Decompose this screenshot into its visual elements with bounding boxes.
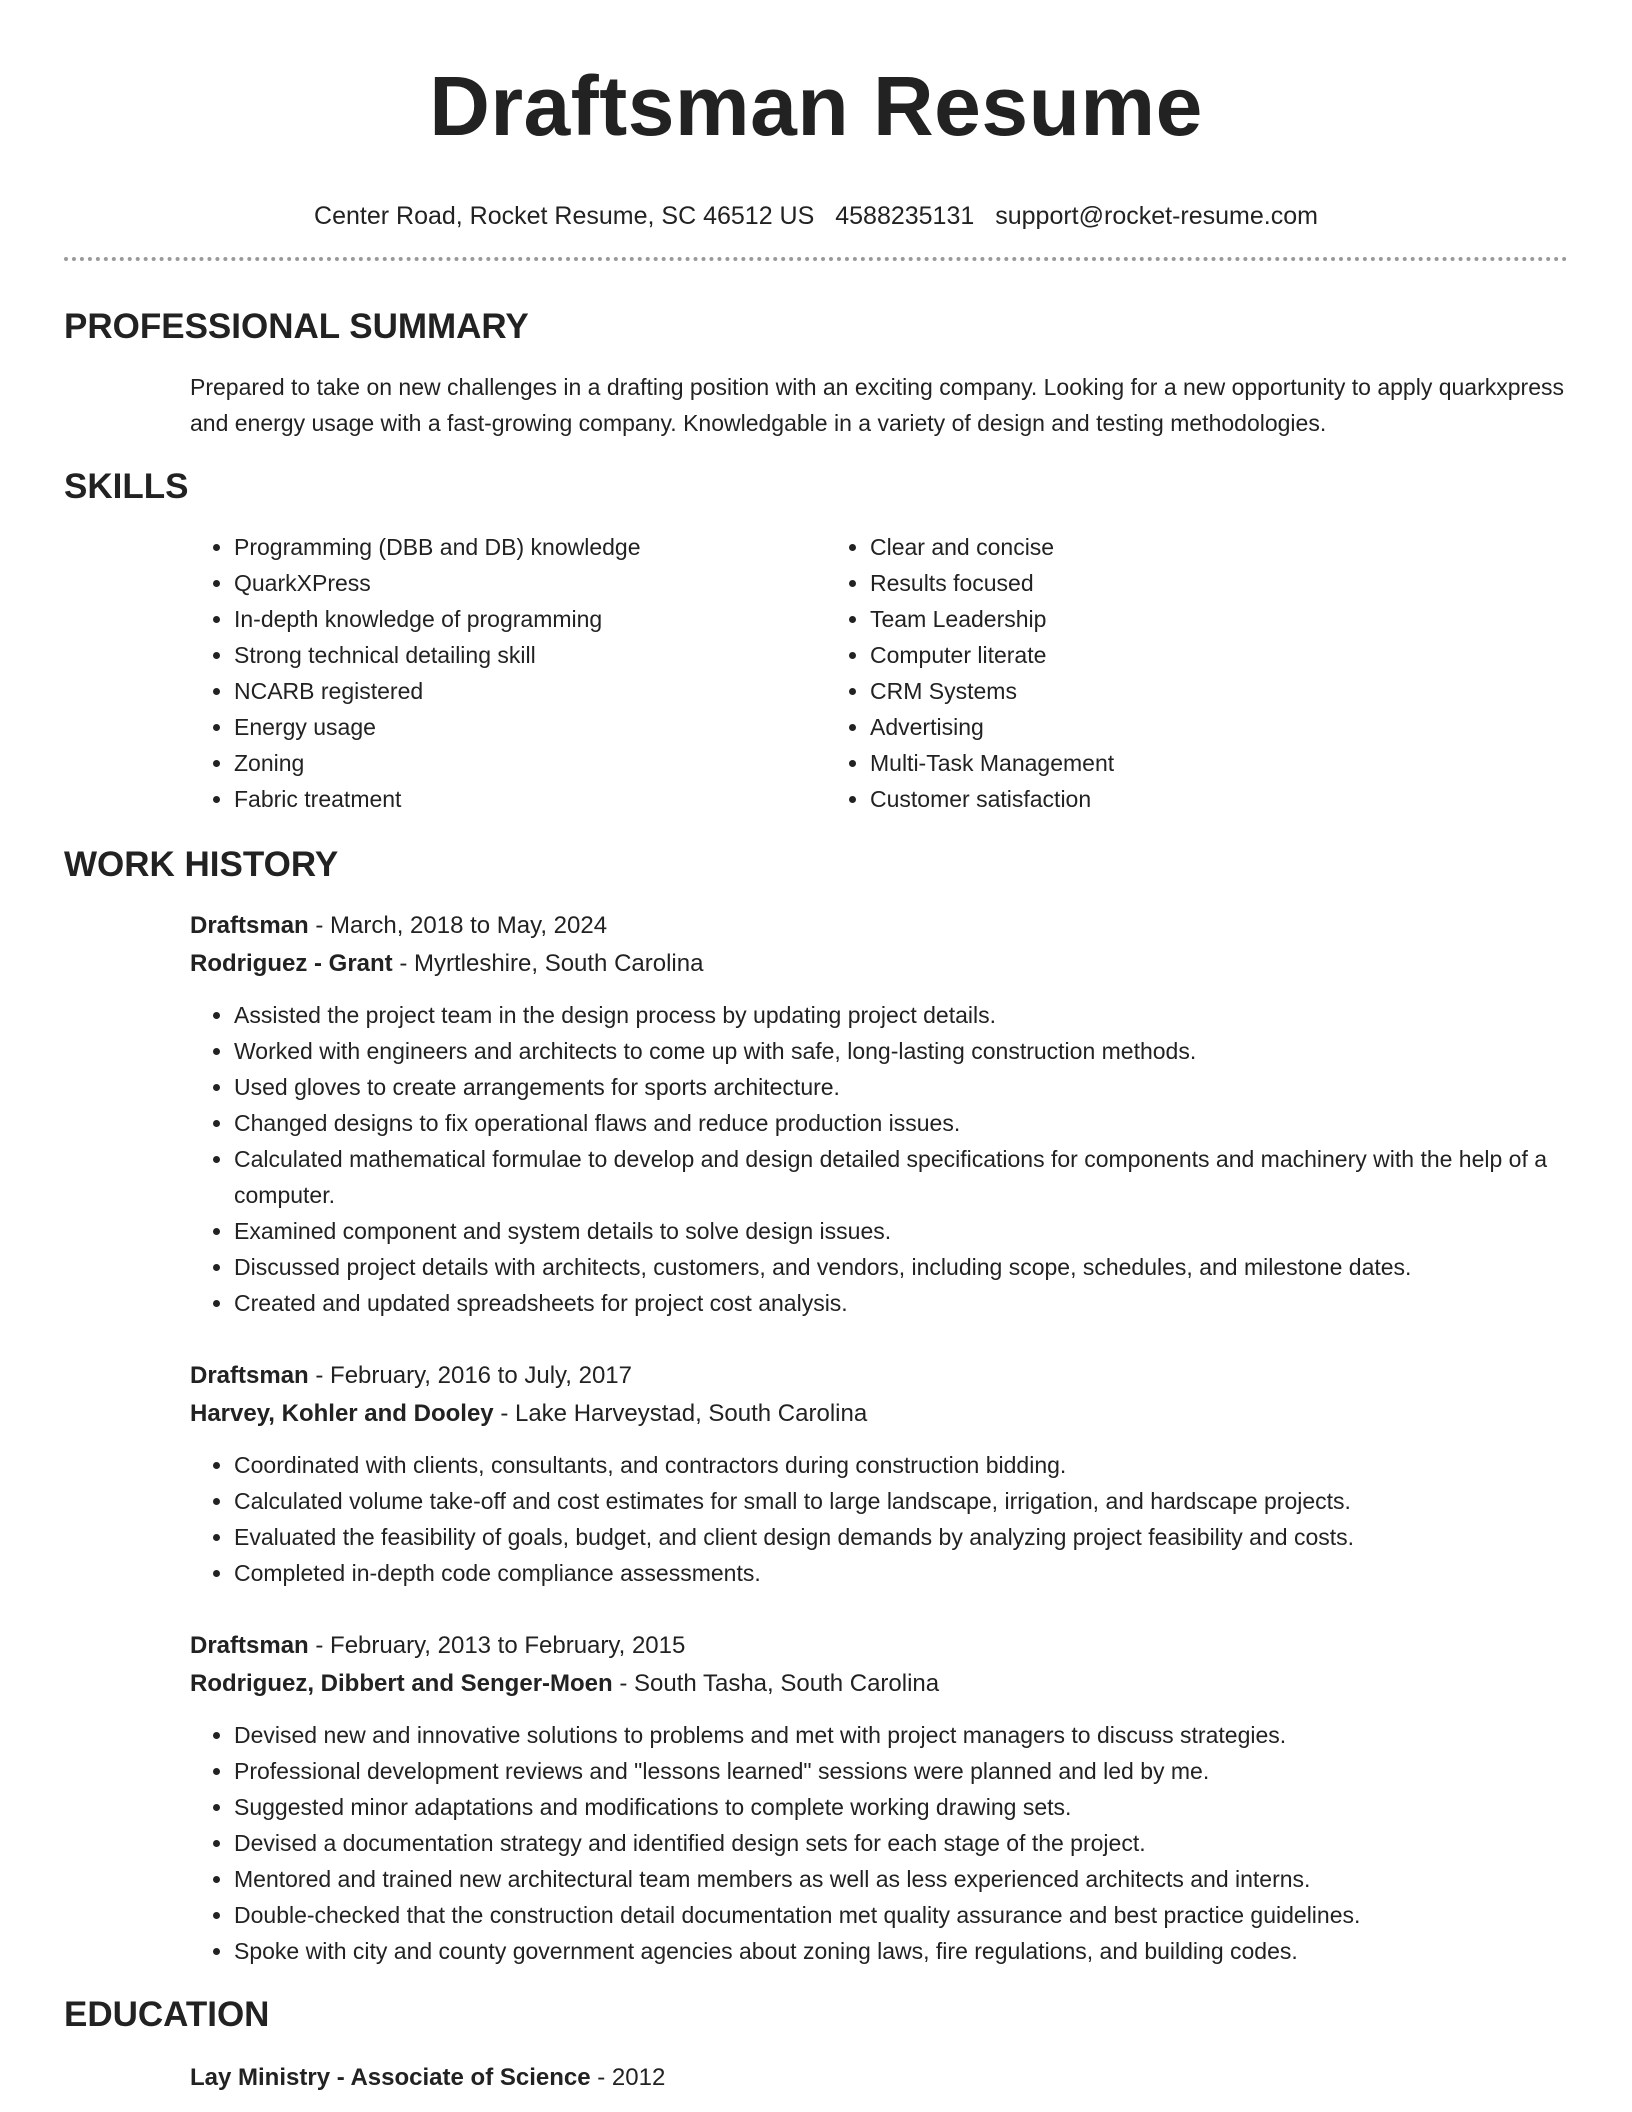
skill-item: • Advertising — [870, 709, 1462, 745]
contact-email[interactable]: support@rocket-resume.com — [995, 202, 1318, 230]
skills-section — [64, 465, 1568, 817]
job-dates: - February, 2013 to February, 2015 — [308, 1632, 686, 1659]
skill-item: • Fabric treatment — [234, 781, 826, 817]
job-bullet: • Assisted the project team in the design process by updating project details. — [234, 997, 1568, 1033]
skills-list-right — [826, 529, 1462, 817]
education-section — [64, 1993, 1568, 2097]
job-title: Draftsman — [190, 1362, 309, 1389]
job-bullet: • Devised a documentation strategy and identified design sets for each stage of the project. — [234, 1825, 1568, 1861]
job-bullet: • Completed in-depth code compliance assessments. — [234, 1555, 1568, 1591]
skill-item: • In-depth knowledge of programming — [234, 601, 826, 637]
skills-columns — [190, 529, 1568, 817]
skill-item: • Energy usage — [234, 709, 826, 745]
job-location: - Myrtleshire, South Carolina — [392, 950, 704, 977]
job-role-line — [190, 907, 1568, 945]
job-bullet: • Discussed project details with architects, customers, and vendors, including scope, schedules, and milestone dates. — [234, 1249, 1568, 1285]
skill-item: • Team Leadership — [870, 601, 1462, 637]
job-bullet: • Worked with engineers and architects to come up with safe, long-lasting construction methods. — [234, 1033, 1568, 1069]
job-entry — [190, 907, 1568, 1321]
job-company: Rodriguez, Dibbert and Senger-Moen — [190, 1670, 613, 1697]
skill-item: • Programming (DBB and DB) knowledge — [234, 529, 826, 565]
job-bullet: • Examined component and system details to solve design issues. — [234, 1213, 1568, 1249]
contact-line — [64, 200, 1568, 232]
job-dates: - March, 2018 to May, 2024 — [308, 912, 608, 939]
contact-address: Center Road, Rocket Resume, SC 46512 US — [314, 202, 815, 230]
job-entry — [190, 1357, 1568, 1591]
education-entry — [190, 2059, 1568, 2097]
job-dates: - February, 2016 to July, 2017 — [308, 1362, 632, 1389]
job-bullet: • Calculated mathematical formulae to develop and design detailed specifications for components and machinery with the help of a computer. — [234, 1141, 1568, 1213]
job-bullet: • Devised new and innovative solutions to problems and met with project managers to discuss strategies. — [234, 1717, 1568, 1753]
education-year: - 2012 — [590, 2064, 666, 2091]
job-bullet: • Calculated volume take-off and cost estimates for small to large landscape, irrigation, and hardscape projects. — [234, 1483, 1568, 1519]
job-location: - Lake Harveystad, South Carolina — [493, 1400, 868, 1427]
job-bullet: • Mentored and trained new architectural team members as well as less experienced architects and interns. — [234, 1861, 1568, 1897]
summary-heading: PROFESSIONAL SUMMARY — [64, 307, 529, 346]
skill-item: • QuarkXPress — [234, 565, 826, 601]
skill-item: • Multi-Task Management — [870, 745, 1462, 781]
contact-phone: 4588235131 — [835, 202, 975, 230]
job-bullets — [190, 1447, 1568, 1591]
skill-item: • Zoning — [234, 745, 826, 781]
job-bullet: • Suggested minor adaptations and modifications to complete working drawing sets. — [234, 1789, 1568, 1825]
job-title: Draftsman — [190, 1632, 309, 1659]
job-bullet: • Double-checked that the construction detail documentation met quality assurance and best practice guidelines. — [234, 1897, 1568, 1933]
work-history-section — [64, 843, 1568, 1969]
job-entry — [190, 1627, 1568, 1969]
job-bullet: • Professional development reviews and "lessons learned" sessions were planned and led by me. — [234, 1753, 1568, 1789]
job-bullet: • Used gloves to create arrangements for sports architecture. — [234, 1069, 1568, 1105]
job-role-line — [190, 1627, 1568, 1665]
header-divider — [64, 257, 1568, 261]
job-bullet: • Spoke with city and county government agencies about zoning laws, fire regulations, and building codes. — [234, 1933, 1568, 1969]
job-company-line — [190, 945, 1568, 983]
job-location: - South Tasha, South Carolina — [612, 1670, 940, 1697]
job-title: Draftsman — [190, 912, 309, 939]
summary-section — [64, 305, 1568, 441]
job-role-line — [190, 1357, 1568, 1395]
education-degree: Lay Ministry - Associate of Science — [190, 2064, 591, 2091]
job-company-line — [190, 1395, 1568, 1433]
summary-text: Prepared to take on new challenges in a drafting position with an exciting company. Looking for a new opportunity to apply quarkxpress and energy usage with a fast-growing company. Knowledgable in a variety of design and testing methodologies. — [190, 374, 1565, 436]
work-history-heading: WORK HISTORY — [64, 845, 339, 884]
job-bullet: • Created and updated spreadsheets for project cost analysis. — [234, 1285, 1568, 1321]
job-bullets — [190, 997, 1568, 1321]
skill-item: • Strong technical detailing skill — [234, 637, 826, 673]
job-bullet: • Changed designs to fix operational flaws and reduce production issues. — [234, 1105, 1568, 1141]
skill-item: • Computer literate — [870, 637, 1462, 673]
skill-item: • Clear and concise — [870, 529, 1462, 565]
job-bullet: • Coordinated with clients, consultants, and contractors during construction bidding. — [234, 1447, 1568, 1483]
skill-item: • NCARB registered — [234, 673, 826, 709]
job-company-line — [190, 1665, 1568, 1703]
skill-item: • Results focused — [870, 565, 1462, 601]
skills-list-left — [190, 529, 826, 817]
skills-heading: SKILLS — [64, 467, 189, 506]
job-company: Rodriguez - Grant — [190, 950, 393, 977]
education-heading: EDUCATION — [64, 1995, 270, 2034]
resume-title: Draftsman Resume — [429, 59, 1203, 153]
job-bullet: • Evaluated the feasibility of goals, budget, and client design demands by analyzing project feasibility and costs. — [234, 1519, 1568, 1555]
skill-item: • Customer satisfaction — [870, 781, 1462, 817]
job-company: Harvey, Kohler and Dooley — [190, 1400, 494, 1427]
skill-item: • CRM Systems — [870, 673, 1462, 709]
job-bullets — [190, 1717, 1568, 1969]
